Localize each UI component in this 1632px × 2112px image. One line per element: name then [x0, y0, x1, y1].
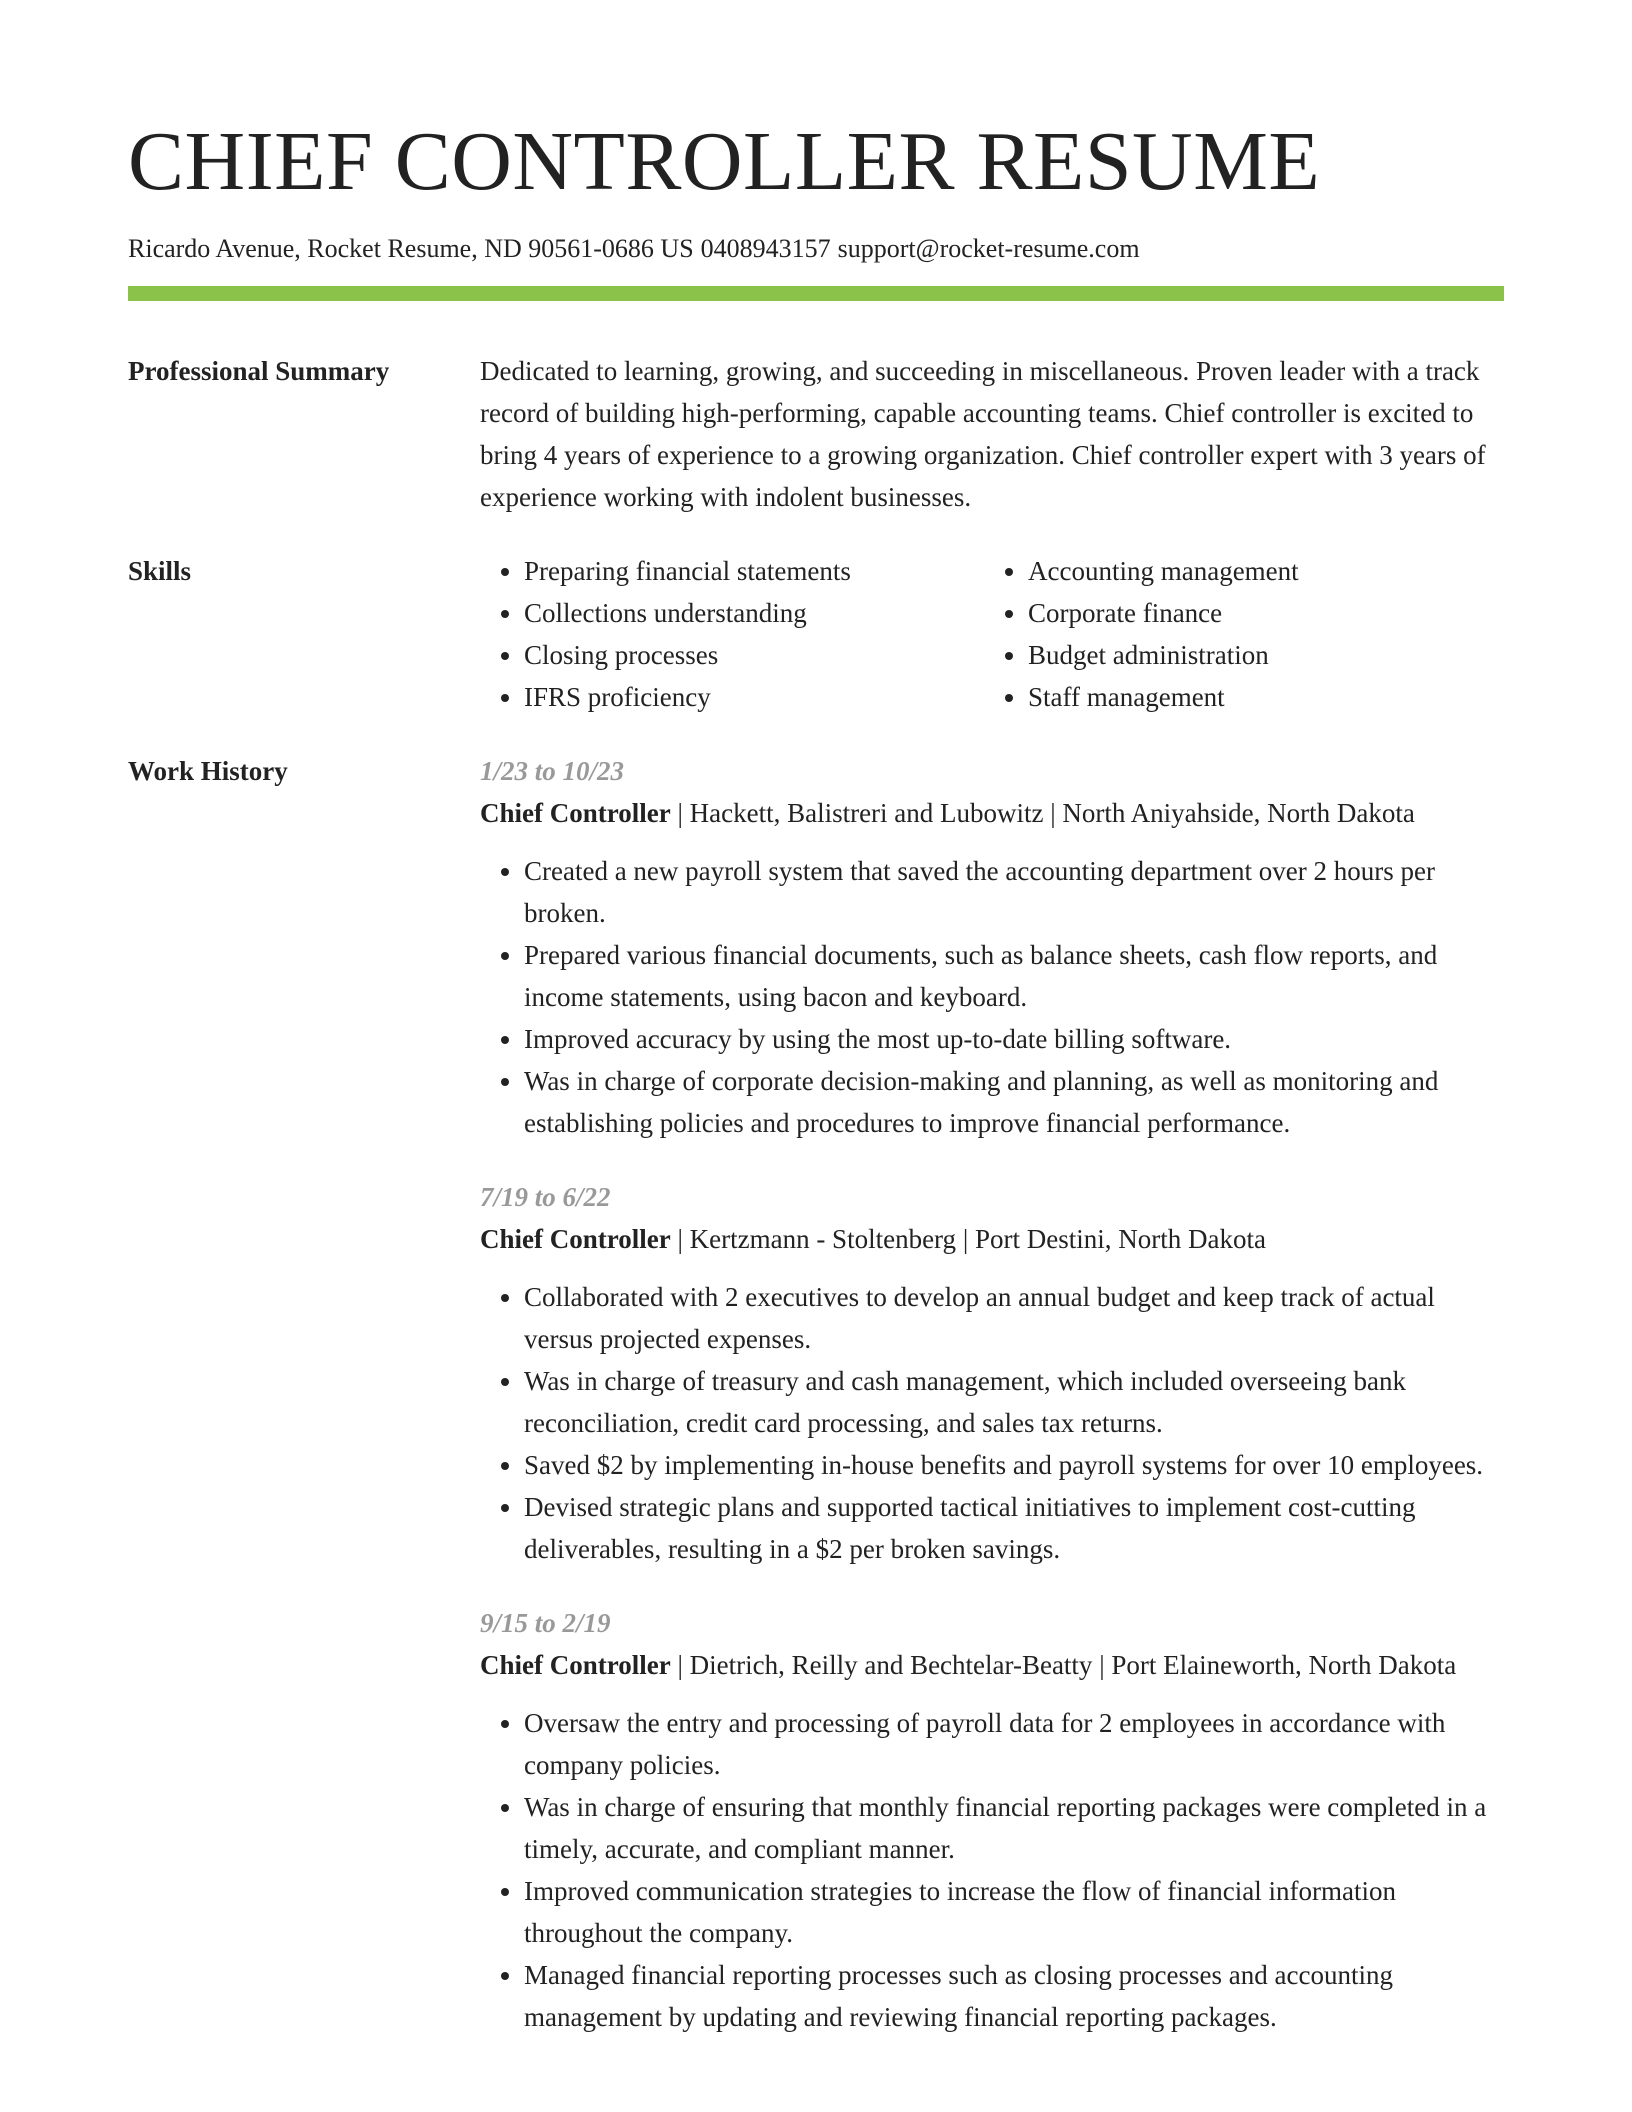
job-heading	[480, 1644, 1504, 1686]
section-label-summary: Professional Summary	[128, 356, 390, 386]
job-bullets	[480, 1702, 1504, 2038]
job-location: North Aniyahside, North Dakota	[1062, 798, 1415, 828]
professional-summary-section	[128, 350, 1504, 518]
job-company: Kertzmann - Stoltenberg	[689, 1224, 957, 1254]
resume-sections	[128, 350, 1504, 2070]
job-separator: |	[677, 1224, 683, 1254]
contact-email: support@rocket-resume.com	[837, 234, 1140, 263]
job-entry	[480, 750, 1504, 1144]
skill-item: • Accounting management	[1028, 550, 1504, 592]
job-bullet: • Improved accuracy by using the most up-to-date billing software.	[524, 1018, 1504, 1060]
job-bullet: • Collaborated with 2 executives to develop an annual budget and keep track of actual versus projected expenses.	[524, 1276, 1504, 1360]
job-separator: |	[677, 798, 683, 828]
job-separator: |	[677, 1650, 683, 1680]
job-heading	[480, 792, 1504, 834]
job-bullet: • Devised strategic plans and supported tactical initiatives to implement cost-cutting deliverables, resulting in a $2 per broken savings.	[524, 1486, 1504, 1570]
job-company: Hackett, Balistreri and Lubowitz	[689, 798, 1044, 828]
skill-item: • Corporate finance	[1028, 592, 1504, 634]
job-separator: |	[1050, 798, 1056, 828]
job-dates: 7/19 to 6/22	[480, 1182, 611, 1212]
summary-body	[480, 350, 1504, 518]
skill-item: • Collections understanding	[524, 592, 984, 634]
job-dates: 9/15 to 2/19	[480, 1608, 611, 1638]
job-entry	[480, 1602, 1504, 2038]
job-bullet: • Improved communication strategies to increase the flow of financial information throughout the company.	[524, 1870, 1504, 1954]
contact-address: Ricardo Avenue, Rocket Resume, ND 90561-0686 US	[128, 234, 694, 263]
job-bullet: • Prepared various financial documents, such as balance sheets, cash flow reports, and income statements, using bacon and keyboard.	[524, 934, 1504, 1018]
job-bullet: • Was in charge of corporate decision-making and planning, as well as monitoring and establishing policies and procedures to improve financial performance.	[524, 1060, 1504, 1144]
job-location: Port Elaineworth, North Dakota	[1111, 1650, 1457, 1680]
skill-item: • Staff management	[1028, 676, 1504, 718]
job-bullet: • Oversaw the entry and processing of payroll data for 2 employees in accordance with company policies.	[524, 1702, 1504, 1786]
job-bullets	[480, 1276, 1504, 1570]
skill-item: • Budget administration	[1028, 634, 1504, 676]
work-history-section	[128, 750, 1504, 2070]
skill-item: • Preparing financial statements	[524, 550, 984, 592]
skills-list-left	[480, 550, 984, 718]
job-dates: 1/23 to 10/23	[480, 756, 625, 786]
job-bullet: • Was in charge of ensuring that monthly financial reporting packages were completed in a timely, accurate, and compliant manner.	[524, 1786, 1504, 1870]
header-accent-rule	[128, 286, 1504, 301]
work-history-body	[480, 750, 1504, 2070]
job-location: Port Destini, North Dakota	[974, 1224, 1266, 1254]
resume-title: CHIEF CONTROLLER RESUME	[128, 115, 1321, 208]
job-title: Chief Controller	[480, 1650, 671, 1680]
skills-list-right	[984, 550, 1504, 718]
job-title: Chief Controller	[480, 798, 671, 828]
job-bullet: • Created a new payroll system that saved the accounting department over 2 hours per broken.	[524, 850, 1504, 934]
job-bullet: • Managed financial reporting processes such as closing processes and accounting management by updating and reviewing financial reporting packages.	[524, 1954, 1504, 2038]
contact-phone: 0408943157	[700, 234, 831, 263]
job-bullet: • Was in charge of treasury and cash management, which included overseeing bank reconciliation, credit card processing, and sales tax returns.	[524, 1360, 1504, 1444]
skills-section	[128, 550, 1504, 718]
section-label-skills: Skills	[128, 556, 192, 586]
job-title: Chief Controller	[480, 1224, 671, 1254]
job-separator: |	[1099, 1650, 1105, 1680]
job-bullets	[480, 850, 1504, 1144]
skills-grid	[480, 550, 1504, 718]
contact-line	[128, 233, 1140, 265]
skill-item: • Closing processes	[524, 634, 984, 676]
summary-text: Dedicated to learning, growing, and succeeding in miscellaneous. Proven leader with a track record of building high-performing, capable accounting teams. Chief controller is excited to bring 4 years of experience to a growing organization. Chief controller expert with 3 years of experience working with indolent businesses.	[480, 356, 1486, 512]
job-bullet: • Saved $2 by implementing in-house benefits and payroll systems for over 10 employees.	[524, 1444, 1504, 1486]
job-separator: |	[962, 1224, 969, 1254]
job-heading	[480, 1218, 1504, 1260]
job-entry	[480, 1176, 1504, 1570]
job-company: Dietrich, Reilly and Bechtelar-Beatty	[689, 1650, 1093, 1680]
skill-item: • IFRS proficiency	[524, 676, 984, 718]
section-label-work-history: Work History	[128, 756, 288, 786]
